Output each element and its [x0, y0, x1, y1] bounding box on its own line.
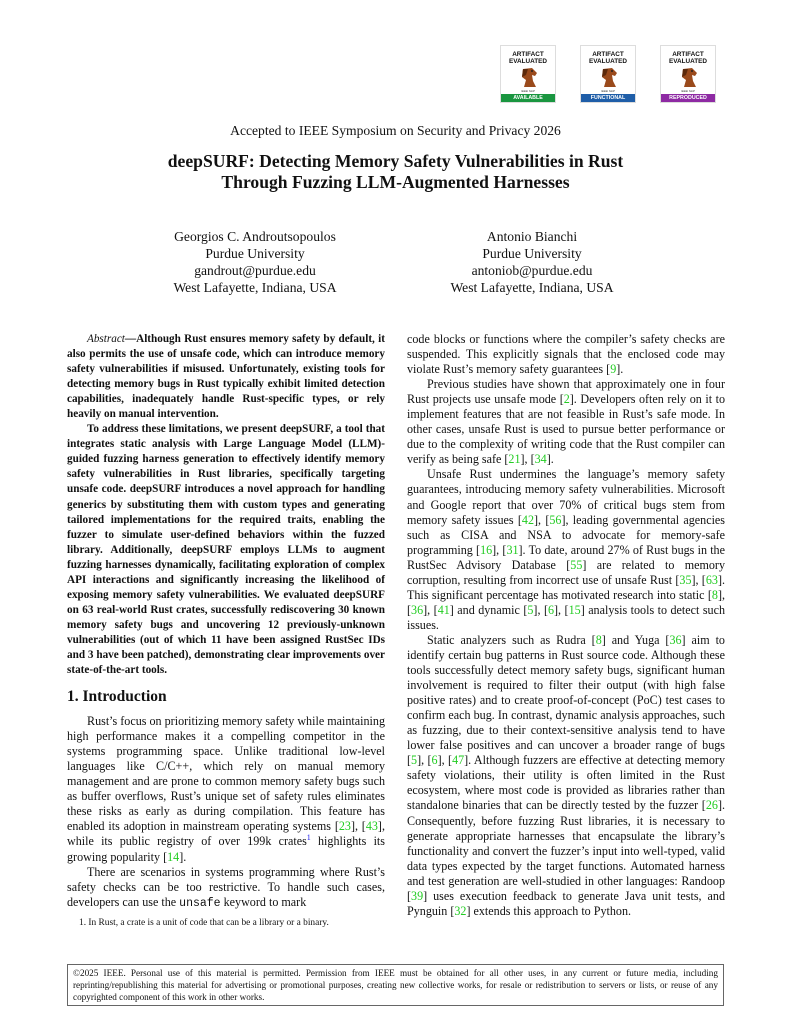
citation-link[interactable]: 6	[431, 753, 438, 768]
text: keyword to mark	[220, 894, 307, 909]
citation-link[interactable]: 34	[534, 452, 547, 467]
citation-link[interactable]: 39	[411, 888, 424, 903]
badge-reproduced	[660, 45, 716, 103]
text: highlights its growing popularity	[67, 834, 385, 864]
author-name: Georgios C. Androutsopoulos	[174, 229, 336, 244]
citation-link[interactable]: 21	[508, 452, 521, 467]
footnote-ref[interactable]: 1	[306, 833, 311, 843]
intro-paragraph-2-cont: code blocks or functions where the compiler’s safety checks are suspended. This explicitly signals that the enclosed code may violate Rust’s memory safety guarantees [9].	[407, 332, 725, 377]
text: Rust’s focus on prioritizing memory safety while maintaining high performance makes it a compelling competitor in the systems programming space. Unlike traditional low-level languages like C/C++, which rely on manual memory management and are prone to common memory safety bugs such as buffer overflows, Rust’s unique set of safety rules eliminates these risks as early as during compilation. This feature has enabled its adoption in mainstream operating systems	[67, 714, 385, 834]
intro-paragraph-4: Unsafe Rust undermines the language’s memory safety guarantees, introducing memory safety vulnerabilities. Microsoft and Google report that over 70% of critical bugs stem from memory safety issues [42], [56], leading governmental agencies such as CISA and NSA to advocate for memory-safe programming [16], [31]. To date, around 27% of Rust bugs in the RustSec Advisory Database [55] are related to memory corruption, resulting from incorrect use of unsafe Rust [35], [63]. This significant percentage has motivated research into static [8], [36], [41] and dynamic [5], [6], [15] analysis tools to detect such issues.	[407, 467, 726, 632]
badge-title: ARTIFACT EVALUATED	[668, 51, 708, 65]
badge-title: ARTIFACT EVALUATED	[588, 51, 628, 65]
author-affiliation: Purdue University	[205, 246, 305, 261]
badge-label: FUNCTIONAL	[581, 94, 635, 102]
citation-link[interactable]: 15	[568, 602, 581, 617]
author-block-2	[416, 228, 648, 296]
badge-label: REPRODUCED	[661, 94, 715, 102]
text: , while its public registry of over 199k crates	[67, 819, 385, 849]
copyright-notice: ©2025 IEEE. Personal use of this material is permitted. Permission from IEEE must be obtained for all other uses, in any current or future media, including reprinting/republishing this material for advertising or promotional purposes, creating new collective works, for resale or redistribution to servers or lists, or reuse of any copyrighted component of this work in other works.	[67, 964, 724, 1006]
code-keyword: unsafe	[179, 896, 221, 910]
citation-link[interactable]: 31	[506, 542, 519, 557]
footnote: 1. In Rust, a crate is a unit of code that can be a library or a binary.	[79, 918, 329, 928]
title-line-2: Through Fuzzing LLM-Augmented Harnesses	[221, 172, 570, 192]
citation-link[interactable]: 16	[480, 542, 493, 557]
citation-link[interactable]: 5	[527, 602, 534, 617]
citation-link[interactable]: 8	[711, 587, 718, 602]
citation-link[interactable]: 41	[437, 602, 450, 617]
badge-ieee-mark: IEEE S&P	[521, 89, 535, 93]
citation-link[interactable]: 55	[570, 557, 583, 572]
intro-paragraph-2	[67, 865, 385, 911]
citation-link[interactable]: 9	[610, 362, 617, 377]
badge-ieee-mark: IEEE S&P	[601, 89, 615, 93]
citation-link[interactable]: 63	[705, 572, 718, 587]
badge-ieee-mark: IEEE S&P	[681, 89, 695, 93]
trojan-horse-icon	[519, 67, 539, 89]
right-column	[407, 332, 725, 919]
citation-link[interactable]: 8	[595, 632, 602, 647]
text: There are scenarios in systems programming where Rust’s safety checks can be too restrictive. To handle such cases, developers can use the	[67, 864, 385, 909]
citation-link[interactable]: 43	[365, 819, 378, 834]
citation-link[interactable]: 23	[338, 819, 351, 834]
citation-link[interactable]: 36	[669, 632, 682, 647]
citation-link[interactable]: 36	[411, 602, 424, 617]
abstract-label: Abstract	[87, 333, 125, 345]
badge-functional	[580, 45, 636, 103]
author-location: West Lafayette, Indiana, USA	[450, 280, 614, 295]
citation-link[interactable]: 2	[563, 392, 570, 407]
citation-link[interactable]: 5	[411, 753, 418, 768]
badge-label: AVAILABLE	[501, 94, 555, 102]
abstract-paragraph-2: To address these limitations, we present deepSURF, a tool that integrates static analysis with Large Language Model (LLM)-guided fuzzing harness generation to effectively identify memory safety vulnerabilities in Rust libraries, specifically targeting unsafe code. deepSURF introduces a novel approach for handling generics by substituting them with custom types and generating tailored implementations for the required traits, enabling the fuzzer to simulate user-defined behaviors within the fuzzed library. Additionally, deepSURF employs LLMs to augment fuzzing harnesses dynamically, facilitating exploration of complex API interactions and significantly increasing the likelihood of exposing memory safety vulnerabilities. We evaluated deepSURF on 63 real-world Rust crates, successfully rediscovering 30 known memory safety bugs and uncovering 12 previously-unknown vulnerabilities (out of which 11 have been assigned RustSec IDs and 3 have been patched), demonstrating clear improvements over state-of-the-art tools.	[67, 423, 385, 677]
author-block-1	[140, 228, 370, 296]
citation-link[interactable]: 35	[679, 572, 692, 587]
intro-paragraph-1: Rust’s focus on prioritizing memory safety while maintaining high performance makes it a compelling competitor in the systems programming space. Unlike traditional low-level languages like C/C++, which rely on manual memory management and are prone to common memory safety bugs such as buffer overflows, Rust’s unique set of safety rules eliminates these risks as early as during compilation. This feature has enabled its adoption in mainstream operating systems [23], [43], while its public registry of over 199k crates$^1$ highlights its growing popularity [14].	[67, 714, 385, 864]
author-location: West Lafayette, Indiana, USA	[173, 280, 337, 295]
citation-link[interactable]: 32	[454, 903, 467, 918]
title-line-1: deepSURF: Detecting Memory Safety Vulnerabilities in Rust	[167, 151, 624, 171]
citation-link[interactable]: 26	[705, 798, 718, 813]
abstract-text: —Although Rust ensures memory safety by default, it also permits the use of unsafe code, which can introduce memory safety vulnerabilities if misused. Unfortunately, existing tools for detecting memory bugs in Rust typically exhibit limited detection capabilities, inadequately handle Rust-specific types, or rely heavily on manual intervention.	[67, 333, 385, 421]
citation-link[interactable]: 47	[452, 753, 465, 768]
left-column	[67, 332, 385, 911]
author-email[interactable]: gandrout@purdue.edu	[194, 263, 316, 278]
citation-link[interactable]: 14	[167, 849, 180, 864]
author-affiliation: Purdue University	[482, 246, 582, 261]
citation-link[interactable]: 42	[521, 512, 534, 527]
badge-title: ARTIFACT EVALUATED	[508, 51, 548, 65]
author-name: Antonio Bianchi	[486, 229, 578, 244]
badge-available	[500, 45, 556, 103]
trojan-horse-icon	[679, 67, 699, 89]
trojan-horse-icon	[599, 67, 619, 89]
citation-link[interactable]: 6	[547, 602, 555, 617]
venue-note: Accepted to IEEE Symposium on Security and Privacy 2026	[230, 123, 561, 138]
artifact-badges	[500, 45, 718, 103]
paper-title	[0, 151, 791, 193]
author-email[interactable]: antoniob@purdue.edu	[471, 263, 593, 278]
intro-paragraph-3: Previous studies have shown that approximately one in four Rust projects use unsafe mode [2]. Developers often rely on it to implement features that are not feasible in Rust’s safe mode. In other cases, unsafe Rust is used to pursue better performance or due to the complexity of writing code that the Rust compiler can verify as being safe [21], [34].	[407, 377, 725, 467]
citation-link[interactable]: 56	[549, 512, 562, 527]
section-heading-introduction: 1. Introduction	[67, 688, 167, 706]
abstract-paragraph-1	[67, 332, 385, 422]
intro-paragraph-5: Static analyzers such as Rudra [8] and Yuga [36] aim to identify certain bug patterns in Rust source code. Although these tools successfully detect memory safety bugs, significant human involvement is required to filter their output (with high false positive rates) and to create proof-of-concept (PoC) test cases to confirm each bug. In contrast, dynamic analysis approaches, such as fuzzing, due to their context-sensitive analysis tend to have lower false positives and can uncover a broader range of bugs [5], [6], [47]. Although fuzzers are effective at detecting memory safety violations, their utility is often limited in the Rust ecosystem, where most code is provided as libraries rather than standalone binaries that can be directly tested by the fuzzer [26]. Consequently, before fuzzing Rust libraries, it is necessary to generate appropriate harnesses that encapsulate the library’s functionality and convert the fuzzer’s input into well-typed, valid data types expected by the target functions. Automated harness and test generation are well-studied in other languages: Randoop [39] uses execution feedback to generate Java unit tests, and Pynguin [32] extends this approach to Python.	[407, 632, 725, 918]
